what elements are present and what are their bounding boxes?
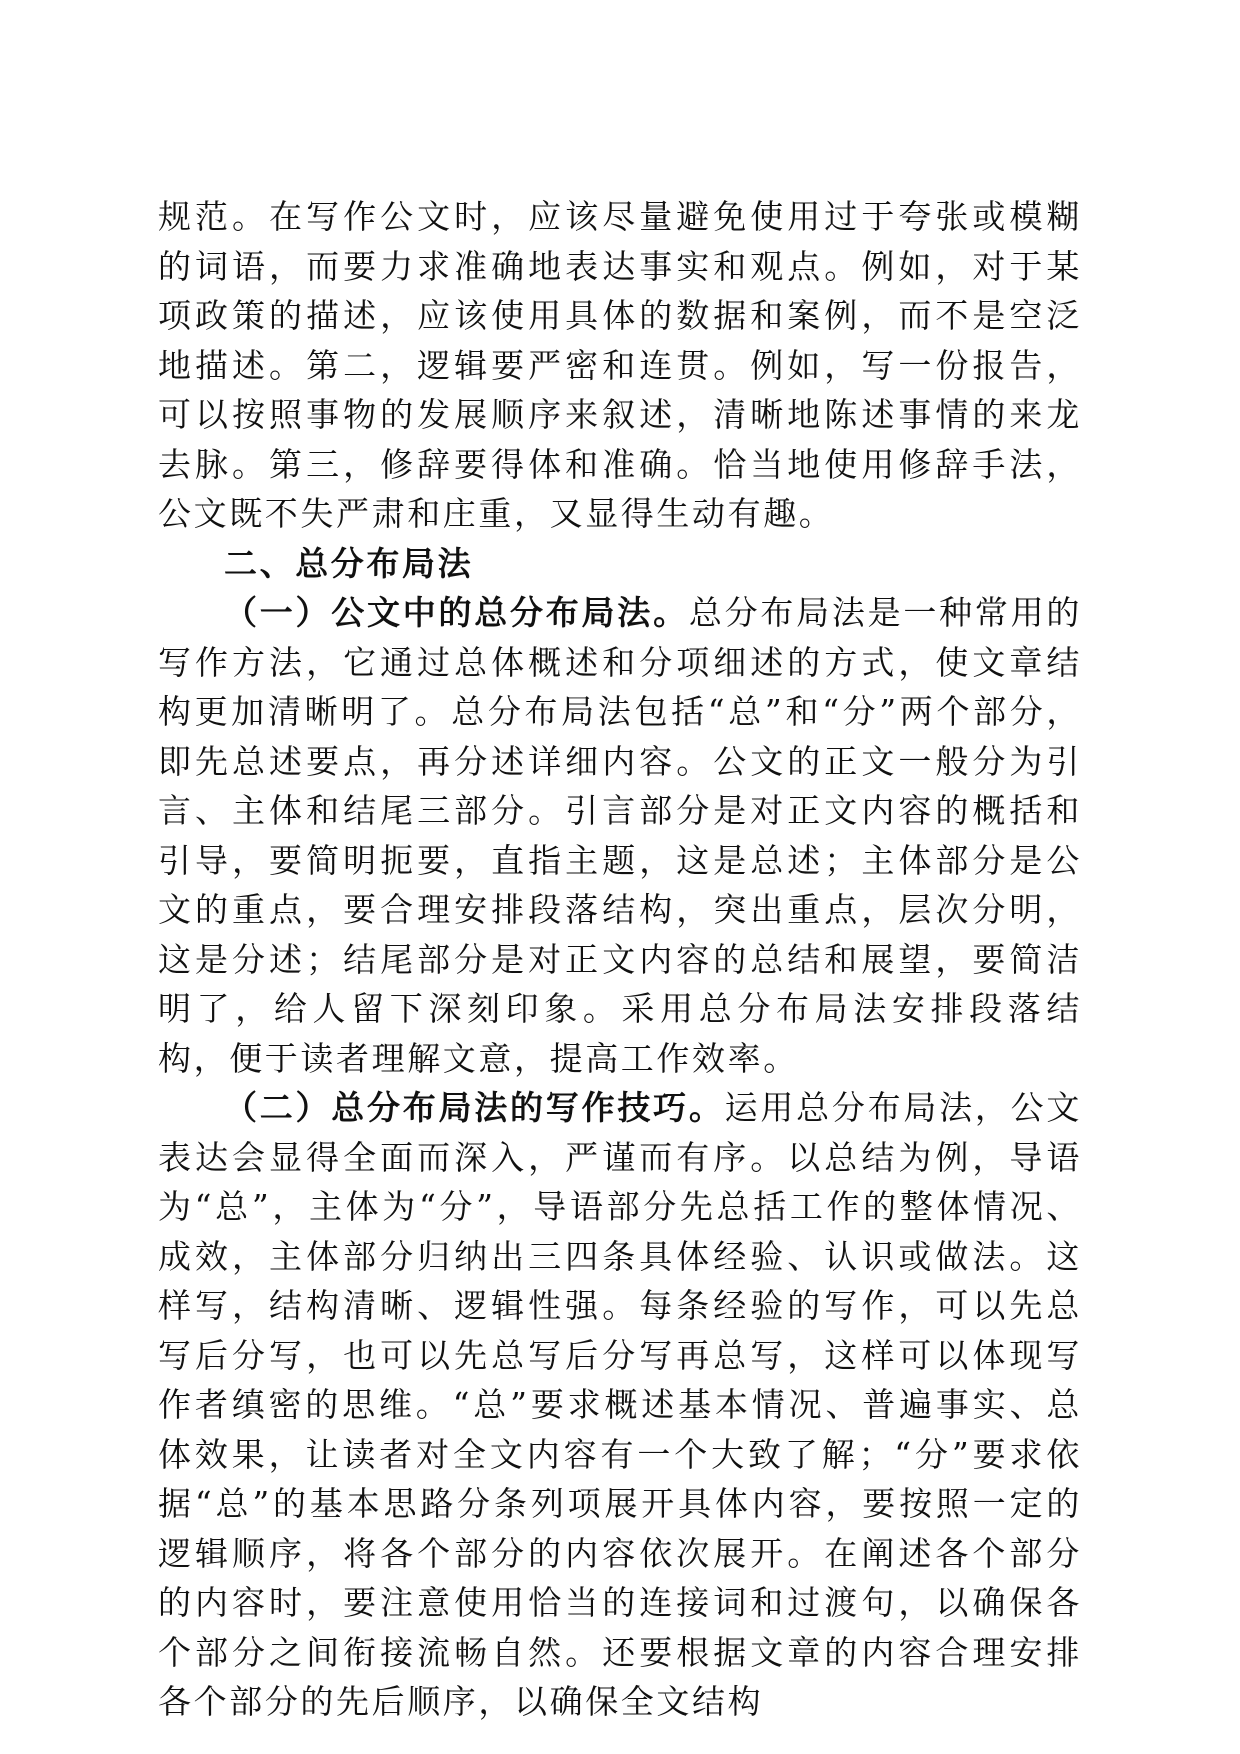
subsection-1-body: 总分布局法是一种常用的写作方法，它通过总体概述和分项细述的方式，使文章结构更加清晰明了。总分布局法包括“总”和“分”两个部分，即先总述要点，再分述详细内容。公文的正文一般分为引言、主体和结尾三部分。引言部分是对正文内容的概括和引导，要简明扼要，直指主题，这是总述；主体部分是公文的重点，要合理安排段落结构，突出重点，层次分明，这是分述；结尾部分是对正文内容的总结和展望，要简洁明了，给人留下深刻印象。采用总分布局法安排段落结构，便于读者理解文意，提高工作效率。: [158, 593, 1082, 1078]
paragraph-subsection-2: [158, 1083, 1082, 1727]
subsection-2-body: 运用总分布局法，公文表达会显得全面而深入，严谨而有序。以总结为例，导语为“总”，主体为“分”，导语部分先总括工作的整体情况、成效，主体部分归纳出三四条具体经验、认识或做法。这样写，结构清晰、逻辑性强。每条经验的写作，可以先总写后分写，也可以先总写后分写再总写，这样可以体现写作者缜密的思维。“总”要求概述基本情况、普遍事实、总体效果，让读者对全文内容有一个大致了解；“分”要求依据“总”的基本思路分条列项展开具体内容，要按照一定的逻辑顺序，将各个部分的内容依次展开。在阐述各个部分的内容时，要注意使用恰当的连接词和过渡句，以确保各个部分之间衔接流畅自然。还要根据文章的内容合理安排各个部分的先后顺序，以确保全文结构: [158, 1088, 1082, 1721]
section-heading: 二、总分布局法: [224, 543, 474, 583]
document-body: [158, 192, 1082, 1727]
paragraph-subsection-1: [158, 588, 1082, 1083]
paragraph-intro: 规范。在写作公文时，应该尽量避免使用过于夸张或模糊的词语，而要力求准确地表达事实和观点。例如，对于某项政策的描述，应该使用具体的数据和案例，而不是空泛地描述。第二，逻辑要严密和连贯。例如，写一份报告，可以按照事物的发展顺序来叙述，清晰地陈述事情的来龙去脉。第三，修辞要得体和准确。恰当地使用修辞手法，公文既不失严肃和庄重，又显得生动有趣。: [158, 197, 1082, 533]
subsection-2-title: （二）总分布局法的写作技巧。: [224, 1088, 725, 1127]
subsection-1-title: （一）公文中的总分布局法。: [224, 593, 689, 632]
